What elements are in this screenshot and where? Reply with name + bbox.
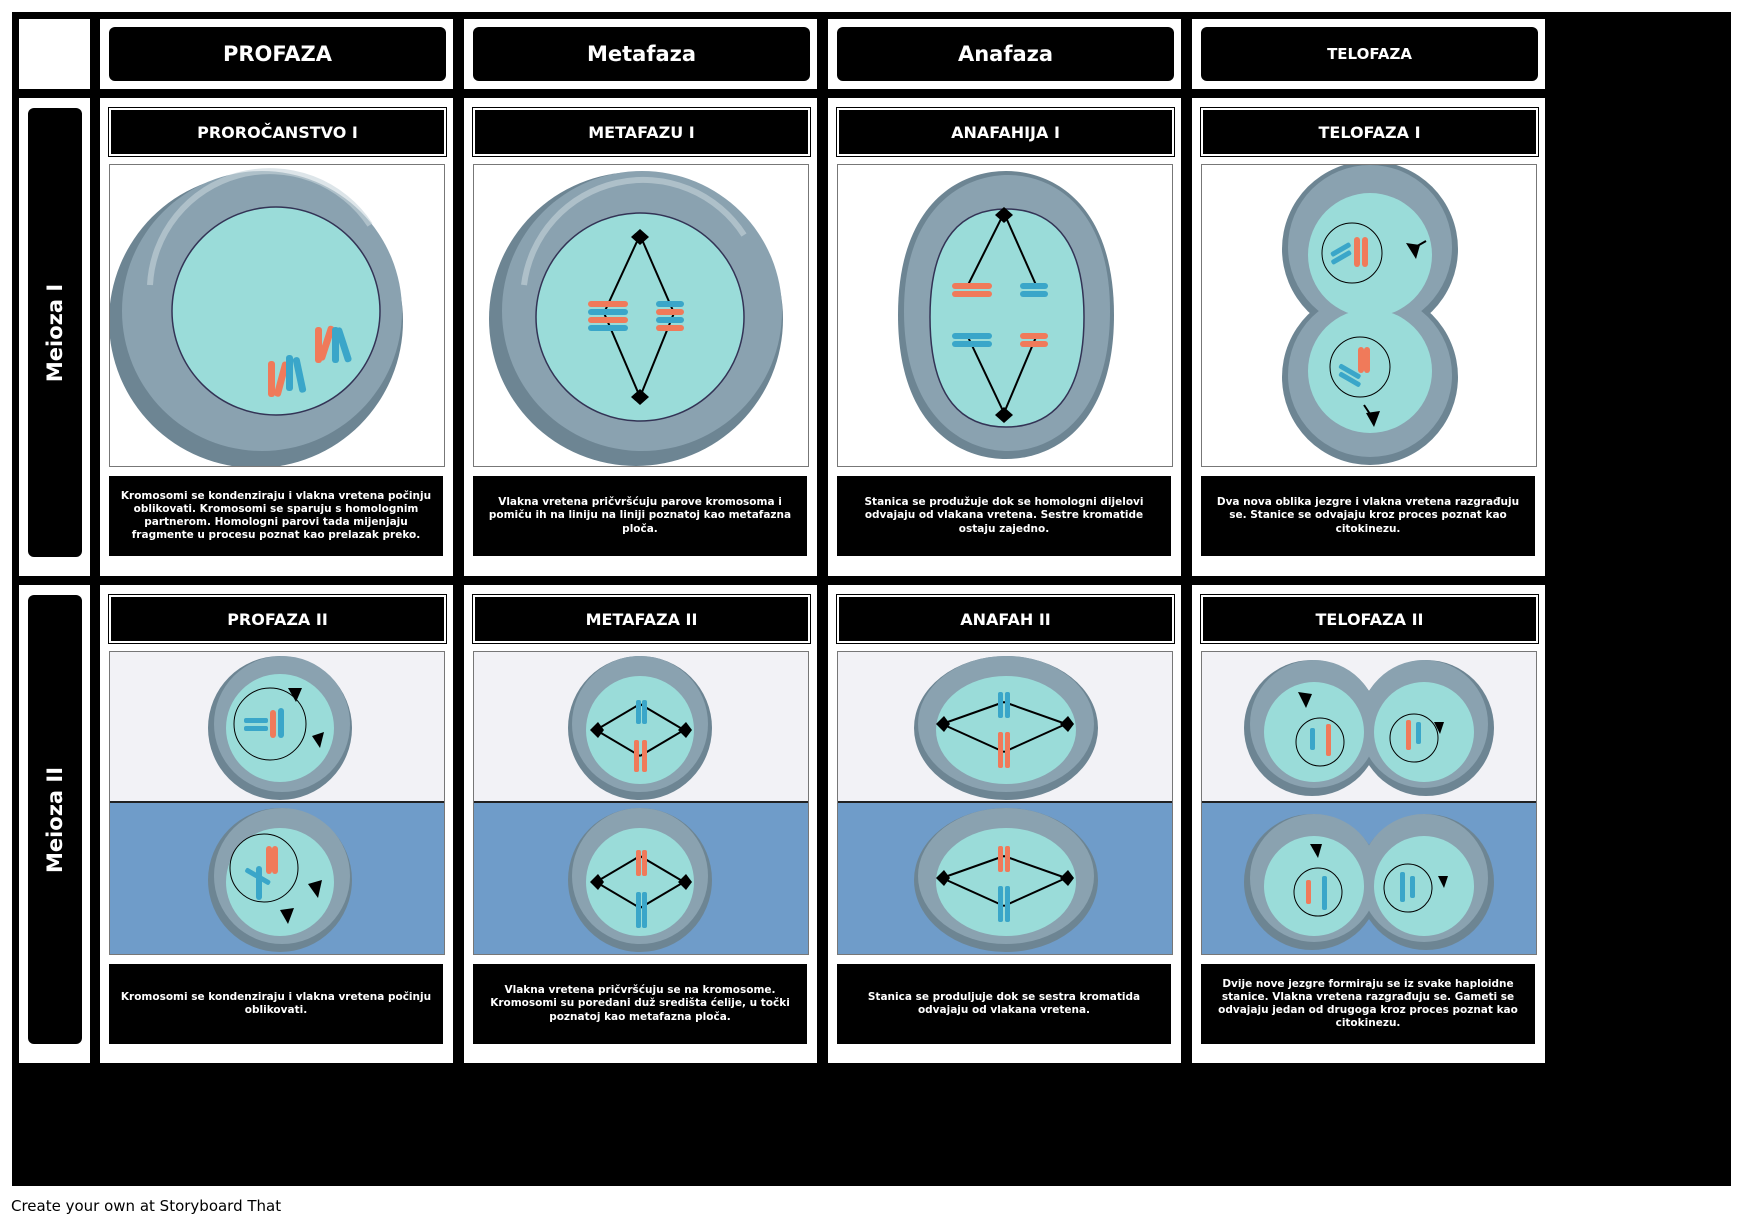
- footer-credit[interactable]: Create your own at Storyboard That: [11, 1197, 282, 1215]
- header-cell-2: [464, 19, 817, 89]
- metaphase-2-cell-svg: [474, 652, 808, 954]
- row-label-text: Meioza I: [43, 283, 67, 382]
- panel-caption: Vlakna vretena pričvršćuju se na kromosome. Kromosomi su poredani duž središta ćelije, u točki poznatoj kao metafazna ploča.: [473, 964, 807, 1044]
- row-label-meiosis-1: [28, 108, 82, 557]
- prophase-1-illustration: [109, 164, 445, 467]
- header-cell-3: [828, 19, 1181, 89]
- prophase-2-illustration: [109, 651, 445, 955]
- panel-title: METAFAZU I: [473, 108, 810, 156]
- corner-cell: [19, 19, 90, 89]
- telophase-1-illustration: [1201, 164, 1537, 467]
- telophase-2-cell-svg: [1202, 652, 1536, 954]
- column-title-metaphase: Metafaza: [473, 27, 810, 81]
- panel-anaphase-2: [828, 585, 1181, 1063]
- telophase-2-illustration: [1201, 651, 1537, 955]
- metaphase-1-illustration: [473, 164, 809, 467]
- storyboard-grid: [12, 12, 1731, 1186]
- anaphase-1-illustration: [837, 164, 1173, 467]
- panel-caption: Stanica se produžuje dok se homologni dijelovi odvajaju od vlakana vretena. Sestre kromatide ostaju zajedno.: [837, 476, 1171, 556]
- anaphase-2-illustration: [837, 651, 1173, 955]
- panel-title: TELOFAZA II: [1201, 595, 1538, 643]
- panel-caption: Vlakna vretena pričvršćuju parove kromosoma i pomiču ih na liniju na liniji poznatoj kao metafazna ploča.: [473, 476, 807, 556]
- panel-caption: Kromosomi se kondenziraju i vlakna vretena počinju oblikovati.: [109, 964, 443, 1044]
- anaphase-1-cell-svg: [838, 165, 1172, 466]
- panel-caption: Dva nova oblika jezgre i vlakna vretena razgrađuju se. Stanice se odvajaju kroz proces poznat kao citokinezu.: [1201, 476, 1535, 556]
- panel-anaphase-1: [828, 98, 1181, 576]
- column-title-prophase: PROFAZA: [109, 27, 446, 81]
- panel-caption: Stanica se produljuje dok se sestra kromatida odvajaju od vlakana vretena.: [837, 964, 1171, 1044]
- panel-caption: Dvije nove jezgre formiraju se iz svake haploidne stanice. Vlakna vretena razgrađuju se. Gameti se odvajaju jedan od drugoga kroz proces poznat kao citokinezu.: [1201, 964, 1535, 1044]
- metaphase-2-illustration: [473, 651, 809, 955]
- panel-title: PROFAZA II: [109, 595, 446, 643]
- row-label-cell-2: [19, 585, 90, 1063]
- panel-prophase-2: [100, 585, 453, 1063]
- panel-prophase-1: [100, 98, 453, 576]
- column-title-anaphase: Anafaza: [837, 27, 1174, 81]
- panel-telophase-2: [1192, 585, 1545, 1063]
- row-label-meiosis-2: [28, 595, 82, 1044]
- metaphase-1-cell-svg: [474, 165, 808, 466]
- panel-metaphase-1: [464, 98, 817, 576]
- panel-title: ANAFAH II: [837, 595, 1174, 643]
- panel-title: PROROČANSTVO I: [109, 108, 446, 156]
- panel-title: ANAFAHIJA I: [837, 108, 1174, 156]
- panel-title: METAFAZA II: [473, 595, 810, 643]
- row-label-cell-1: [19, 98, 90, 576]
- row-label-text: Meioza II: [43, 766, 67, 873]
- telophase-1-cell-svg: [1202, 165, 1536, 466]
- panel-title: TELOFAZA I: [1201, 108, 1538, 156]
- panel-telophase-1: [1192, 98, 1545, 576]
- prophase-1-cell-svg: [110, 165, 444, 466]
- column-title-telophase: TELOFAZA: [1201, 27, 1538, 81]
- header-cell-1: [100, 19, 453, 89]
- panel-metaphase-2: [464, 585, 817, 1063]
- panel-caption: Kromosomi se kondenziraju i vlakna vretena počinju oblikovati. Kromosomi se sparuju s homolognim partnerom. Homologni parovi tada mijenjaju fragmente u procesu poznat kao prelazak preko.: [109, 476, 443, 556]
- anaphase-2-cell-svg: [838, 652, 1172, 954]
- prophase-2-cell-svg: [110, 652, 444, 954]
- header-cell-4: [1192, 19, 1545, 89]
